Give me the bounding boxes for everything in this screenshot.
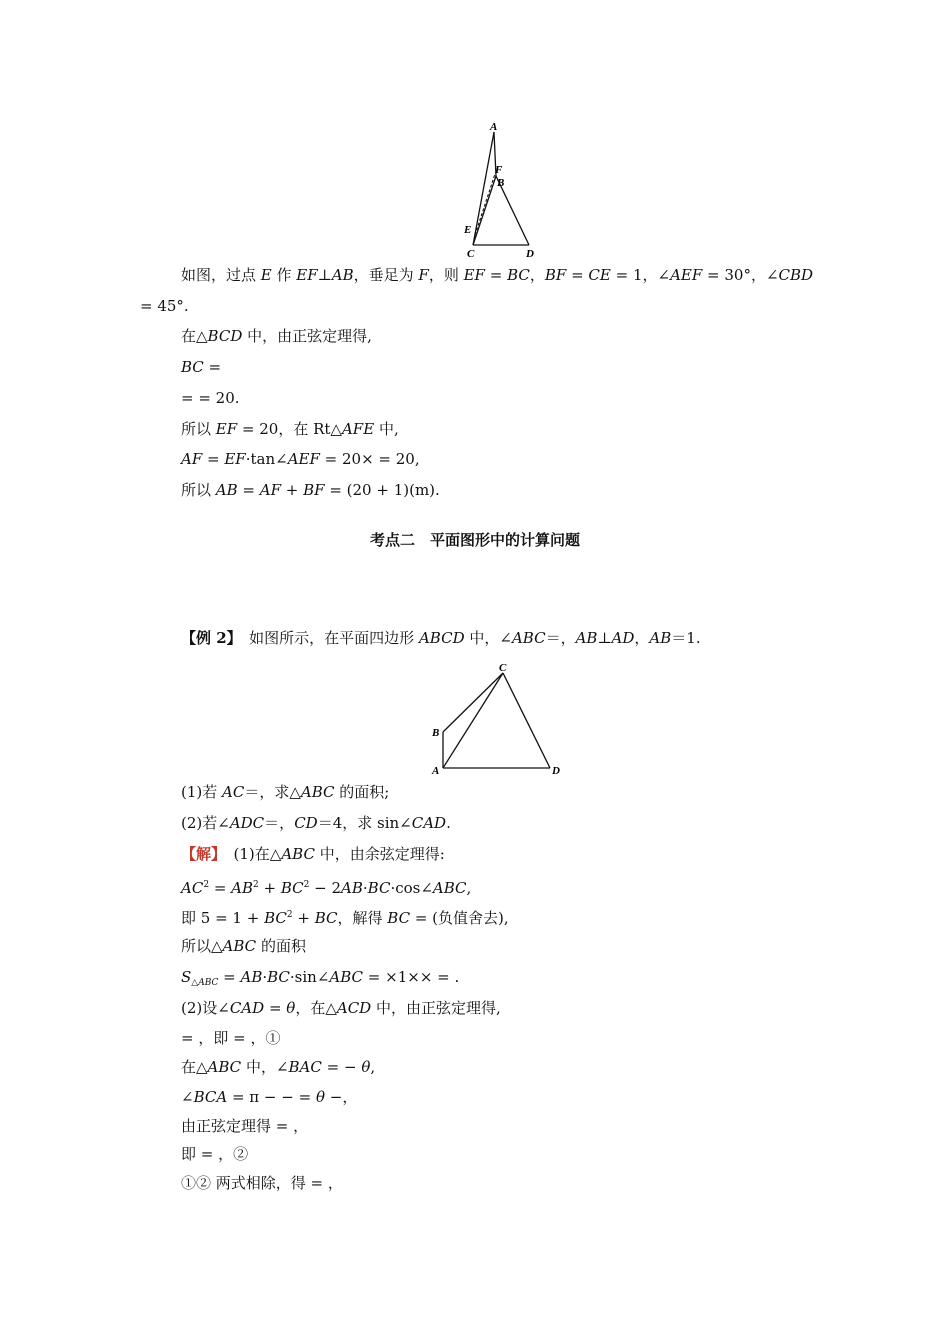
solution2-line-1: 【解】 (1)在△ABC 中，由余弦定理得:	[181, 845, 445, 863]
question-2: (2)若∠ADC＝，CD＝4，求 sin∠CAD.	[181, 814, 451, 832]
solution2-line-2: $AC^2 = AB^2 + BC^2$ − 2AB·BC·cos∠ABC,	[181, 879, 472, 897]
figure-1-triangle-diagram	[455, 118, 545, 263]
label-a: A	[432, 765, 440, 777]
label-e: E	[464, 224, 472, 236]
solution2-line-7: = ，即 = ，①	[181, 1029, 281, 1047]
line-ac	[443, 673, 503, 768]
example2-statement: 【例 2】 如图所示，在平面四边形 ABCD 中，∠ABC＝，AB⊥AD，AB＝1.	[181, 629, 701, 647]
solution1-line-7: AF = EF·tan∠AEF = 20× = 20,	[181, 450, 420, 468]
question-1: (1)若 AC＝，求△ABC 的面积;	[181, 783, 390, 801]
solution2-line-11: 即 = ，②	[181, 1145, 249, 1163]
section-heading: 考点二 平面图形中的计算问题	[369, 531, 580, 549]
label-d: D	[552, 765, 560, 777]
line-bc	[443, 673, 503, 732]
example2-tag: 【例 2】	[181, 629, 235, 647]
label-b: B	[432, 727, 440, 739]
solution-tag: 【解】	[181, 845, 219, 863]
solution2-line-12: ①② 两式相除，得 = ，	[181, 1174, 343, 1192]
solution1-line-8: 所以 AB = AF + BF = (20 + 1)(m).	[181, 481, 440, 499]
label-c: C	[467, 248, 475, 260]
label-c: C	[499, 662, 507, 674]
label-f: F	[495, 164, 503, 176]
solution1-line-5: = = 20.	[181, 389, 240, 407]
label-b: B	[497, 177, 505, 189]
label-a: A	[490, 121, 498, 133]
solution2-line-6: (2)设∠CAD = θ，在△ACD 中，由正弦定理得,	[181, 999, 501, 1017]
solution1-line-6: 所以 EF = 20，在 Rt△AFE 中,	[181, 420, 399, 438]
line-ac	[473, 132, 494, 245]
solution2-line-8: 在△ABC 中，∠BAC = − θ,	[181, 1058, 376, 1076]
solution2-line-3: 即 $5 = 1 + BC^2$ + BC，解得 BC = (负值舍去),	[181, 909, 509, 927]
solution2-line-4: 所以△ABC 的面积	[181, 937, 306, 955]
solution2-line-5: $S_{\triangle ABC}$ = AB·BC·sin∠ABC = ×1×× = .	[181, 968, 460, 988]
solution1-line-1: 如图，过点 E 作 EF⊥AB，垂足为 F，则 EF = BC，BF = CE = 1，∠AEF = 30°，∠CBD	[181, 266, 814, 284]
solution2-line-9: ∠BCA = π − − = θ −，	[181, 1088, 358, 1106]
solution1-line-3: 在△BCD 中，由正弦定理得,	[181, 327, 372, 345]
solution1-line-4: BC =	[181, 358, 222, 376]
figure-2-quadrilateral-diagram	[425, 658, 570, 780]
label-d: D	[526, 248, 534, 260]
line-cd	[503, 673, 550, 768]
solution2-line-10: 由正弦定理得 = ，	[181, 1117, 309, 1135]
solution1-line-2: = 45°.	[140, 297, 189, 315]
